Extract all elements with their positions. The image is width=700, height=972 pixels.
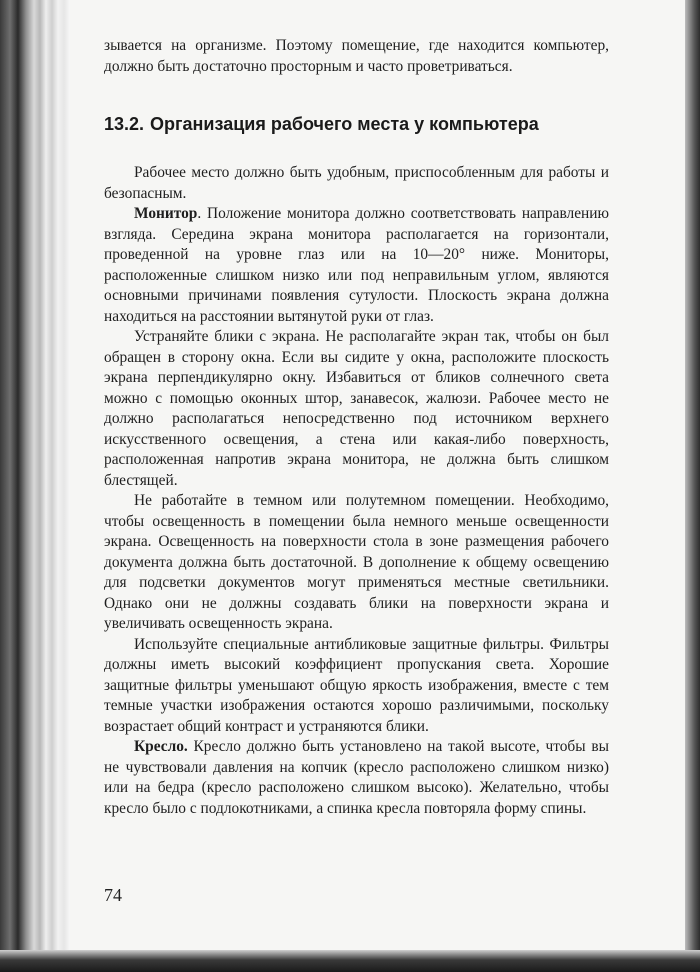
paragraph-filters: Используйте специальные антибликовые защитные фильтры. Фильтры должны иметь высокий коэффициент пропускания света. Хорошие защитные фильтры уменьшают общую яркость изображения, вместе с тем темные участки изображения остаются хорошо различимыми, поскольку возрастает общий контраст и устраняются блики. — [104, 635, 609, 735]
page-bottom-shadow — [0, 950, 700, 972]
section-title: Организация рабочего места у компьютера — [150, 114, 539, 134]
page-text-column — [104, 0, 609, 819]
section-heading — [104, 113, 609, 135]
paragraph-monitor — [104, 204, 609, 327]
paragraph-chair-text: Кресло должно быть установлено на такой высоте, чтобы вы не чувствовали давления на копчик (кресло расположено слишком низко) или на бедра (кресло расположено слишком высоко). Желательно, чтобы кресло было с подлокотниками, а спинка кресла повторяла форму спины. — [104, 738, 609, 817]
page-number: 74 — [104, 885, 122, 905]
opening-paragraph: зывается на организме. Поэтому помещение, где находится компьютер, должно быть достаточно просторным и часто проветриваться. — [104, 37, 609, 75]
section-number: 13.2. — [104, 114, 145, 134]
paragraph-lighting: Не работайте в темном или полутемном помещении. Необходимо, чтобы освещенность в помещении была немного меньше освещенности экрана. Освещенность на поверхности стола в зоне размещения рабочего документа должна быть достаточной. В дополнение к общему освещению для подсветки документов могут применяться местные светильники. Однако они не должны создавать блики на поверхности экрана и увеличивать освещенность экрана. — [104, 492, 609, 632]
paragraph-chair — [104, 737, 609, 819]
term-chair: Кресло. — [134, 738, 188, 755]
paragraph-monitor-text: . Положение монитора должно соответствовать направлению взгляда. Середина экрана монитора располагается на горизонтали, проведенной на уровне глаз или на 10—20° ниже. Мониторы, расположенные слишком низко или под неправильным углом, являются основными причинами появления сутулости. Плоскость экрана должна находиться на расстоянии вытянутой руки от глаз. — [104, 205, 609, 325]
paragraph-workplace: Рабочее место должно быть удобным, приспособленным для работы и безопасным. — [104, 164, 609, 202]
book-spine — [0, 0, 70, 972]
term-monitor: Монитор — [134, 205, 198, 222]
paragraph-glare: Устраняйте блики с экрана. Не располагайте экран так, чтобы он был обращен в сторону окна. Если вы сидите у окна, расположите плоскость экрана перпендикулярно окну. Избавиться от бликов солнечного света можно с помощью оконных штор, занавесок, жалюзи. Рабочее место не должно располагаться непосредственно под источником верхнего искусственного освещения, а стена или какая-либо поверхность, расположенная напротив экрана монитора, не должна быть слишком блестящей. — [104, 328, 609, 489]
page-right-shadow — [685, 0, 700, 972]
